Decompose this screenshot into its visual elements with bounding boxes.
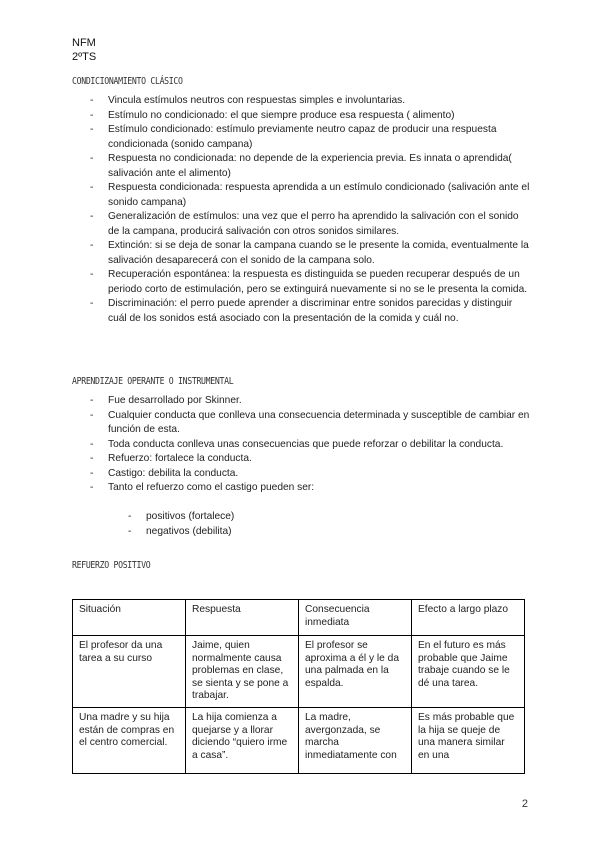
table-cell: Jaime, quien normalmente causa problemas en clase, se sienta y se pone a trabajar.: [186, 636, 299, 708]
refuerzo-table: [72, 599, 525, 774]
list-item: - Vincula estímulos neutros con respuestas simples e involuntarias.: [90, 94, 530, 109]
table-cell: El profesor da una tarea a su curso: [73, 636, 186, 708]
section-title-refuerzo-positivo: REFUERZO POSITIVO: [72, 560, 151, 571]
table-cell: El profesor se aproxima a él y le da una palmada en la espalda.: [299, 636, 412, 708]
table-row: [73, 708, 525, 774]
table-header-cell: Efecto a largo plazo: [412, 600, 525, 636]
list-item: - Respuesta condicionada: respuesta aprendida a un estímulo condicionado (salivación ante el sonido campana): [90, 181, 530, 210]
list-item: - Fue desarrollado por Skinner.: [90, 394, 530, 409]
table-cell: Es más probable que la hija se queje de una manera similar en una: [412, 708, 525, 774]
section-title-condicionamiento: CONDICIONAMIENTO CLÁSICO: [72, 76, 183, 87]
sub-list-item: - positivos (fortalece): [128, 510, 530, 525]
list-item: - Generalización de estímulos: una vez que el perro ha aprendido la salivación con el sonido de la campana, producirá salivación con otros sonidos similares.: [90, 210, 530, 239]
list-item: - Estímulo condicionado: estímulo previamente neutro capaz de producir una respuesta condicionada (sonido campana): [90, 123, 530, 152]
table-cell: En el futuro es más probable que Jaime trabaje cuando se le dé una tarea.: [412, 636, 525, 708]
table-header-cell: Situación: [73, 600, 186, 636]
header-course: 2ºTS: [72, 51, 97, 63]
header-initials: NFM: [72, 37, 96, 49]
list-item: - Toda conducta conlleva unas consecuencias que puede reforzar o debilitar la conducta.: [90, 438, 530, 453]
page-number: 2: [521, 798, 528, 810]
table-header-cell: Respuesta: [186, 600, 299, 636]
list-item: - Cualquier conducta que conlleva una consecuencia determinada y susceptible de cambiar en función de esta.: [90, 409, 530, 438]
list-item: - Estímulo no condicionado: el que siempre produce esa respuesta ( alimento): [90, 109, 530, 124]
list-item: - Respuesta no condicionada: no depende de la experiencia previa. Es innata o aprendida( salivación ante el alimento): [90, 152, 530, 181]
list-item: - Refuerzo: fortalece la conducta.: [90, 452, 530, 467]
sublist-refuerzo-castigo: [90, 510, 530, 539]
section-title-aprendizaje: APRENDIZAJE OPERANTE O INSTRUMENTAL: [72, 376, 234, 387]
table-row: [73, 636, 525, 708]
table-header-row: [73, 600, 525, 636]
list-aprendizaje: [90, 394, 530, 496]
table-header-cell: Consecuencia inmediata: [299, 600, 412, 636]
sub-list-item: - negativos (debilita): [128, 525, 530, 540]
list-item: - Castigo: debilita la conducta.: [90, 467, 530, 482]
list-item: - Discriminación: el perro puede aprender a discriminar entre sonidos parecidas y distinguir cuál de los sonidos está asociado con la presentación de la comida y cuál no.: [90, 297, 530, 326]
table-cell: La hija comienza a quejarse y a llorar diciendo “quiero irme a casa”.: [186, 708, 299, 774]
list-condicionamiento: [90, 94, 530, 326]
list-item: - Tanto el refuerzo como el castigo pueden ser:: [90, 481, 530, 496]
list-item: - Recuperación espontánea: la respuesta es distinguida se pueden recuperar después de un periodo corto de estimulación, pero se extinguirá nuevamente si no se le presenta la comida.: [90, 268, 530, 297]
list-item: - Extinción: si se deja de sonar la campana cuando se le presente la comida, eventualmente la salivación desaparecerá con el sonido de la campana solo.: [90, 239, 530, 268]
table-cell: La madre, avergonzada, se marcha inmediatamente con: [299, 708, 412, 774]
table-cell: Una madre y su hija están de compras en el centro comercial.: [73, 708, 186, 774]
